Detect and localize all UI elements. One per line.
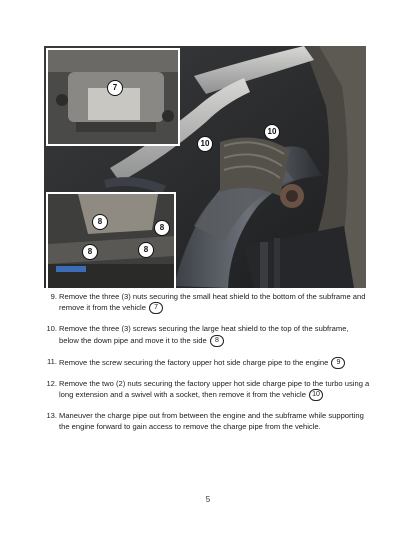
- callout-7: 7: [107, 80, 123, 96]
- step-callout-ref: 7: [149, 302, 163, 314]
- page-number: 5: [205, 495, 211, 504]
- step-13: [44, 411, 370, 432]
- step-text: Remove the three (3) nuts securing the small heat shield to the bottom of the subframe and remove it from the vehicle: [59, 292, 366, 313]
- step-12: [44, 379, 370, 401]
- step-text: Maneuver the charge pipe out from between the engine and the subframe while supporting the engine forward to gain access to remove the charge pipe from the vehicle.: [59, 411, 364, 431]
- step-text: Remove the two (2) nuts securing the factory upper hot side charge pipe to the turbo using a long extension and a swivel with a socket, then remove it from the vehicle: [59, 378, 370, 400]
- step-10: [44, 324, 370, 346]
- step-callout-ref: 10: [309, 389, 323, 401]
- engine-bay-photo: [44, 46, 366, 288]
- inset-photo-heat-shield-small: [46, 48, 180, 146]
- step-11: [44, 357, 370, 369]
- callout-8-b: 8: [154, 220, 170, 236]
- step-text: Remove the screw securing the factory upper hot side charge pipe to the engine: [59, 357, 329, 367]
- callout-10-a: 10: [264, 124, 280, 140]
- callout-10-b: 10: [197, 136, 213, 152]
- callout-8-a: 8: [92, 214, 108, 230]
- step-number: 12.: [46, 378, 57, 388]
- step-callout-ref: 9: [331, 357, 345, 369]
- step-number: 9.: [50, 292, 57, 301]
- step-text: Remove the three (3) screws securing the large heat shield to the top of the subframe, below the down pipe and move it to the side: [59, 324, 349, 345]
- heat-shield-small-illustration: [48, 50, 178, 144]
- step-number: 10.: [46, 324, 57, 334]
- step-callout-ref: 8: [210, 335, 224, 347]
- step-9: [44, 292, 370, 314]
- callout-8-d: 8: [138, 242, 154, 258]
- instruction-steps: [44, 292, 370, 442]
- step-number: 11.: [47, 356, 57, 366]
- callout-8-c: 8: [82, 244, 98, 260]
- step-number: 13.: [46, 411, 57, 421]
- heat-shield-large-illustration: [48, 194, 174, 288]
- inset-photo-heat-shield-large: [46, 192, 176, 288]
